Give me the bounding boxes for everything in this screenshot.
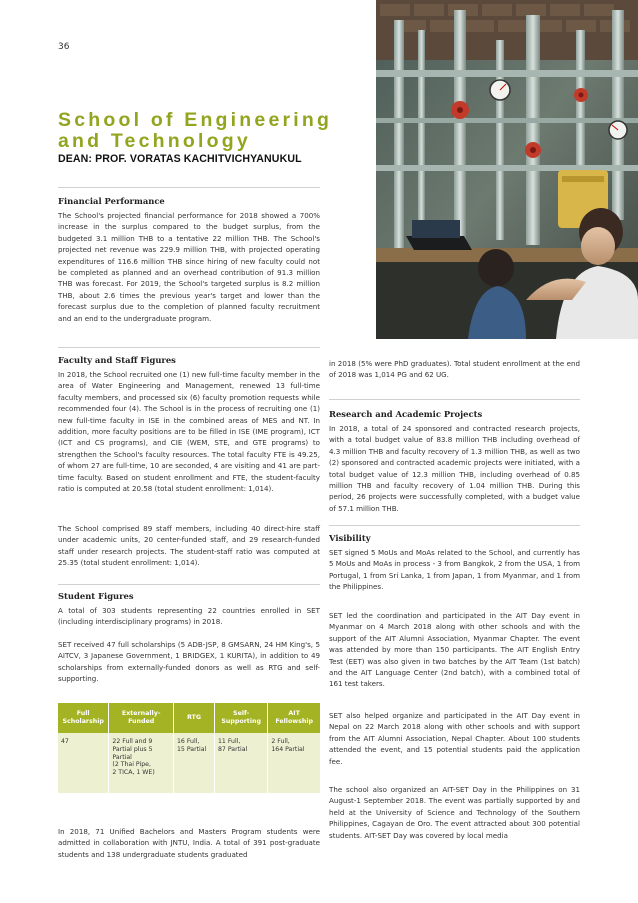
faculty-body-2: The School comprised 89 staff members, including 40 direct-hire staff under academic units, 20 center-funded staff, and 29 research-funded staff under research projects. The student-staff ratio was computed at 25.35 (total student enrollment: 1,014). bbox=[58, 524, 320, 568]
divider bbox=[329, 399, 580, 400]
header-text: Funded bbox=[128, 718, 155, 725]
title-line-1: School of Engineering bbox=[58, 109, 333, 131]
scholarship-table bbox=[58, 703, 320, 793]
visibility-body-4: The school also organized an AIT-SET Day in the Philippines on 31 August-1 September 2018. The event was partially supported by and held at the University of Science and Technology of the Southern Philippines, Cagayan de Oro. The event attracted about 300 potential students. AIT-SET Day was covered by local media bbox=[329, 785, 580, 840]
dean-name: DEAN: PROF. VORATAS KACHITVICHYANUKUL bbox=[58, 153, 302, 165]
header-text: AIT bbox=[288, 710, 300, 717]
header-text: RTG bbox=[186, 714, 201, 721]
visibility-heading: Visibility bbox=[329, 533, 371, 543]
cell-text: (2 Thai Pipe, bbox=[112, 761, 151, 769]
header-rtg bbox=[173, 703, 214, 733]
header-text: Self- bbox=[233, 710, 250, 717]
research-heading: Research and Academic Projects bbox=[329, 409, 483, 419]
page-title bbox=[58, 110, 358, 152]
cell-ait-fellowship bbox=[268, 733, 320, 793]
header-ait-fellowship bbox=[268, 703, 320, 733]
cell-text: Partial plus 5 bbox=[112, 745, 153, 753]
cell-text: 16 Full, bbox=[176, 738, 200, 745]
header-text: Scholarship bbox=[62, 718, 104, 725]
divider bbox=[329, 525, 580, 526]
cell-rtg bbox=[173, 733, 214, 793]
faculty-heading: Faculty and Staff Figures bbox=[58, 355, 176, 365]
header-text: Externally- bbox=[121, 710, 161, 717]
table-row bbox=[58, 733, 320, 793]
table-header-row bbox=[58, 703, 320, 733]
visibility-body-1: SET signed 5 MoUs and MoAs related to the School, and currently has 5 MoUs and MoAs in process - 3 from Bangkok, 2 from the USA, 1 from Portugal, 1 from Sri Lanka, 1 from Japan, 1 from Myanmar, and 1 from the Philippines. bbox=[329, 548, 580, 592]
financial-body: The School's projected financial performance for 2018 showed a 700% increase in the surplus compared to the budget surplus, from the budgeted 3.1 million THB to a tentative 22 million THB. The School's projected net revenue was 229.9 million THB, with projected operating expenditures of 116.6 million THB since hiring of new faculty could not be completed as planned and an overhead contribution of 91.3 million THB was forecast. For 2019, the School's targeted surplus is 8.2 million THB, about 2.6 times the previous year's target and lower than the forecast surplus due to the completion of planned faculty recruitment and an end to the undergraduate program. bbox=[58, 211, 320, 323]
page-number: 36 bbox=[58, 42, 70, 52]
header-full-scholarship bbox=[58, 703, 109, 733]
cell-text: 15 Partial bbox=[176, 745, 207, 753]
cell-text: Partial bbox=[112, 753, 132, 761]
visibility-body-2: SET led the coordination and participated in the AIT Day event in Myanmar on 4 March 2018 along with other schools and with the support of the AIT Alumni Association, Myanmar Chapter. The event was attended by more than 150 participants. The AIT English Entry Test (EET) was also given in two batches by the AIT Team (1st batch) and the AIT Language Center (2nd batch), with a combined total of 161 test takers. bbox=[329, 611, 580, 689]
cell-text: 22 Full and 9 bbox=[112, 738, 153, 745]
cell-text: 47 bbox=[61, 738, 69, 745]
header-text: Supporting bbox=[221, 718, 261, 725]
faculty-body-1: In 2018, the School recruited one (1) new full-time faculty member in the area of Water Engineering and Management, renewed 13 full-time faculty members, and processed six (6) faculty promotion requests while recommended four (4). The School is in the process of recruiting one (1) new full-time faculty in ISE in the combined areas of MES and NT. In addition, more faculty positions are to be filled in ISE (IME program), ICT (ICT and CS programs), and CIE (WEM, STE, and GTE programs) to strengthen the School's faculty resources. The total faculty FTE is 49.25, of whom 27 are full-time, 10 are seconded, 4 are visiting and 41 are part-time faculty. Based on student enrollment and FTE, the student-faculty ratio is computed at 20.58 (total student enrollment: 1,014). bbox=[58, 370, 320, 494]
header-externally-funded bbox=[109, 703, 174, 733]
research-body: In 2018, a total of 24 sponsored and contracted research projects, with a total budget value of 83.8 million THB including overhead of 4.3 million THB and faculty recovery of 1.3 million THB, as well as two (2) sponsored and contracted academic projects were initiated, with a total budget value of 12.3 million THB, including overhead of 0.85 million THB and faculty recovery of 1.04 million THB. During this period, 26 projects were successfully completed, with a budget value of 57.1 million THB. bbox=[329, 424, 580, 513]
divider bbox=[58, 347, 320, 348]
cell-text: 87 Partial bbox=[218, 745, 248, 753]
header-text: Full bbox=[76, 710, 90, 717]
header-self-supporting bbox=[215, 703, 268, 733]
cell-externally-funded bbox=[109, 733, 174, 793]
cell-text: 2 Full, bbox=[271, 738, 290, 745]
students-heading: Student Figures bbox=[58, 591, 134, 601]
visibility-body-3: SET also helped organize and participated in the AIT Day event in Nepal on 22 March 2018 along with other schools and with support from the AIT Alumni Association, Nepal Chapter. About 100 students attended the event, and 15 potential students paid the application fee. bbox=[329, 711, 580, 766]
enrollment-continued: in 2018 (5% were PhD graduates). Total student enrollment at the end of 2018 was 1,014 PG and 62 UG. bbox=[329, 359, 580, 380]
laboratory-photo bbox=[376, 0, 638, 339]
students-body-3: In 2018, 71 Unified Bachelors and Masters Program students were admitted in collaboration with JNTU, India. A total of 391 post-graduate students and 138 undergraduate students graduated bbox=[58, 827, 320, 859]
divider bbox=[58, 187, 320, 188]
students-body-2: SET received 47 full scholarships (5 ADB-JSP, 8 GMSARN, 24 HM King's, 5 AITCV, 3 Japanese Government, 1 BRIDGEX, 1 KURITA), in addition to 49 scholarships from externally-funded donors as well as RTG and self-supporting. bbox=[58, 640, 320, 684]
financial-heading: Financial Performance bbox=[58, 196, 165, 206]
cell-self-supporting bbox=[215, 733, 268, 793]
divider bbox=[58, 584, 320, 585]
cell-text: 11 Full, bbox=[218, 738, 241, 745]
title-line-2: and Technology bbox=[58, 130, 251, 152]
cell-text: 164 Partial bbox=[271, 745, 305, 753]
students-body-1: A total of 303 students representing 22 countries enrolled in SET (including interdisciplinary programs) in 2018. bbox=[58, 606, 320, 627]
header-text: Fellowship bbox=[275, 718, 313, 725]
cell-text: 2 TICA, 1 WE) bbox=[112, 769, 155, 777]
cell-full-scholarship bbox=[58, 733, 109, 793]
